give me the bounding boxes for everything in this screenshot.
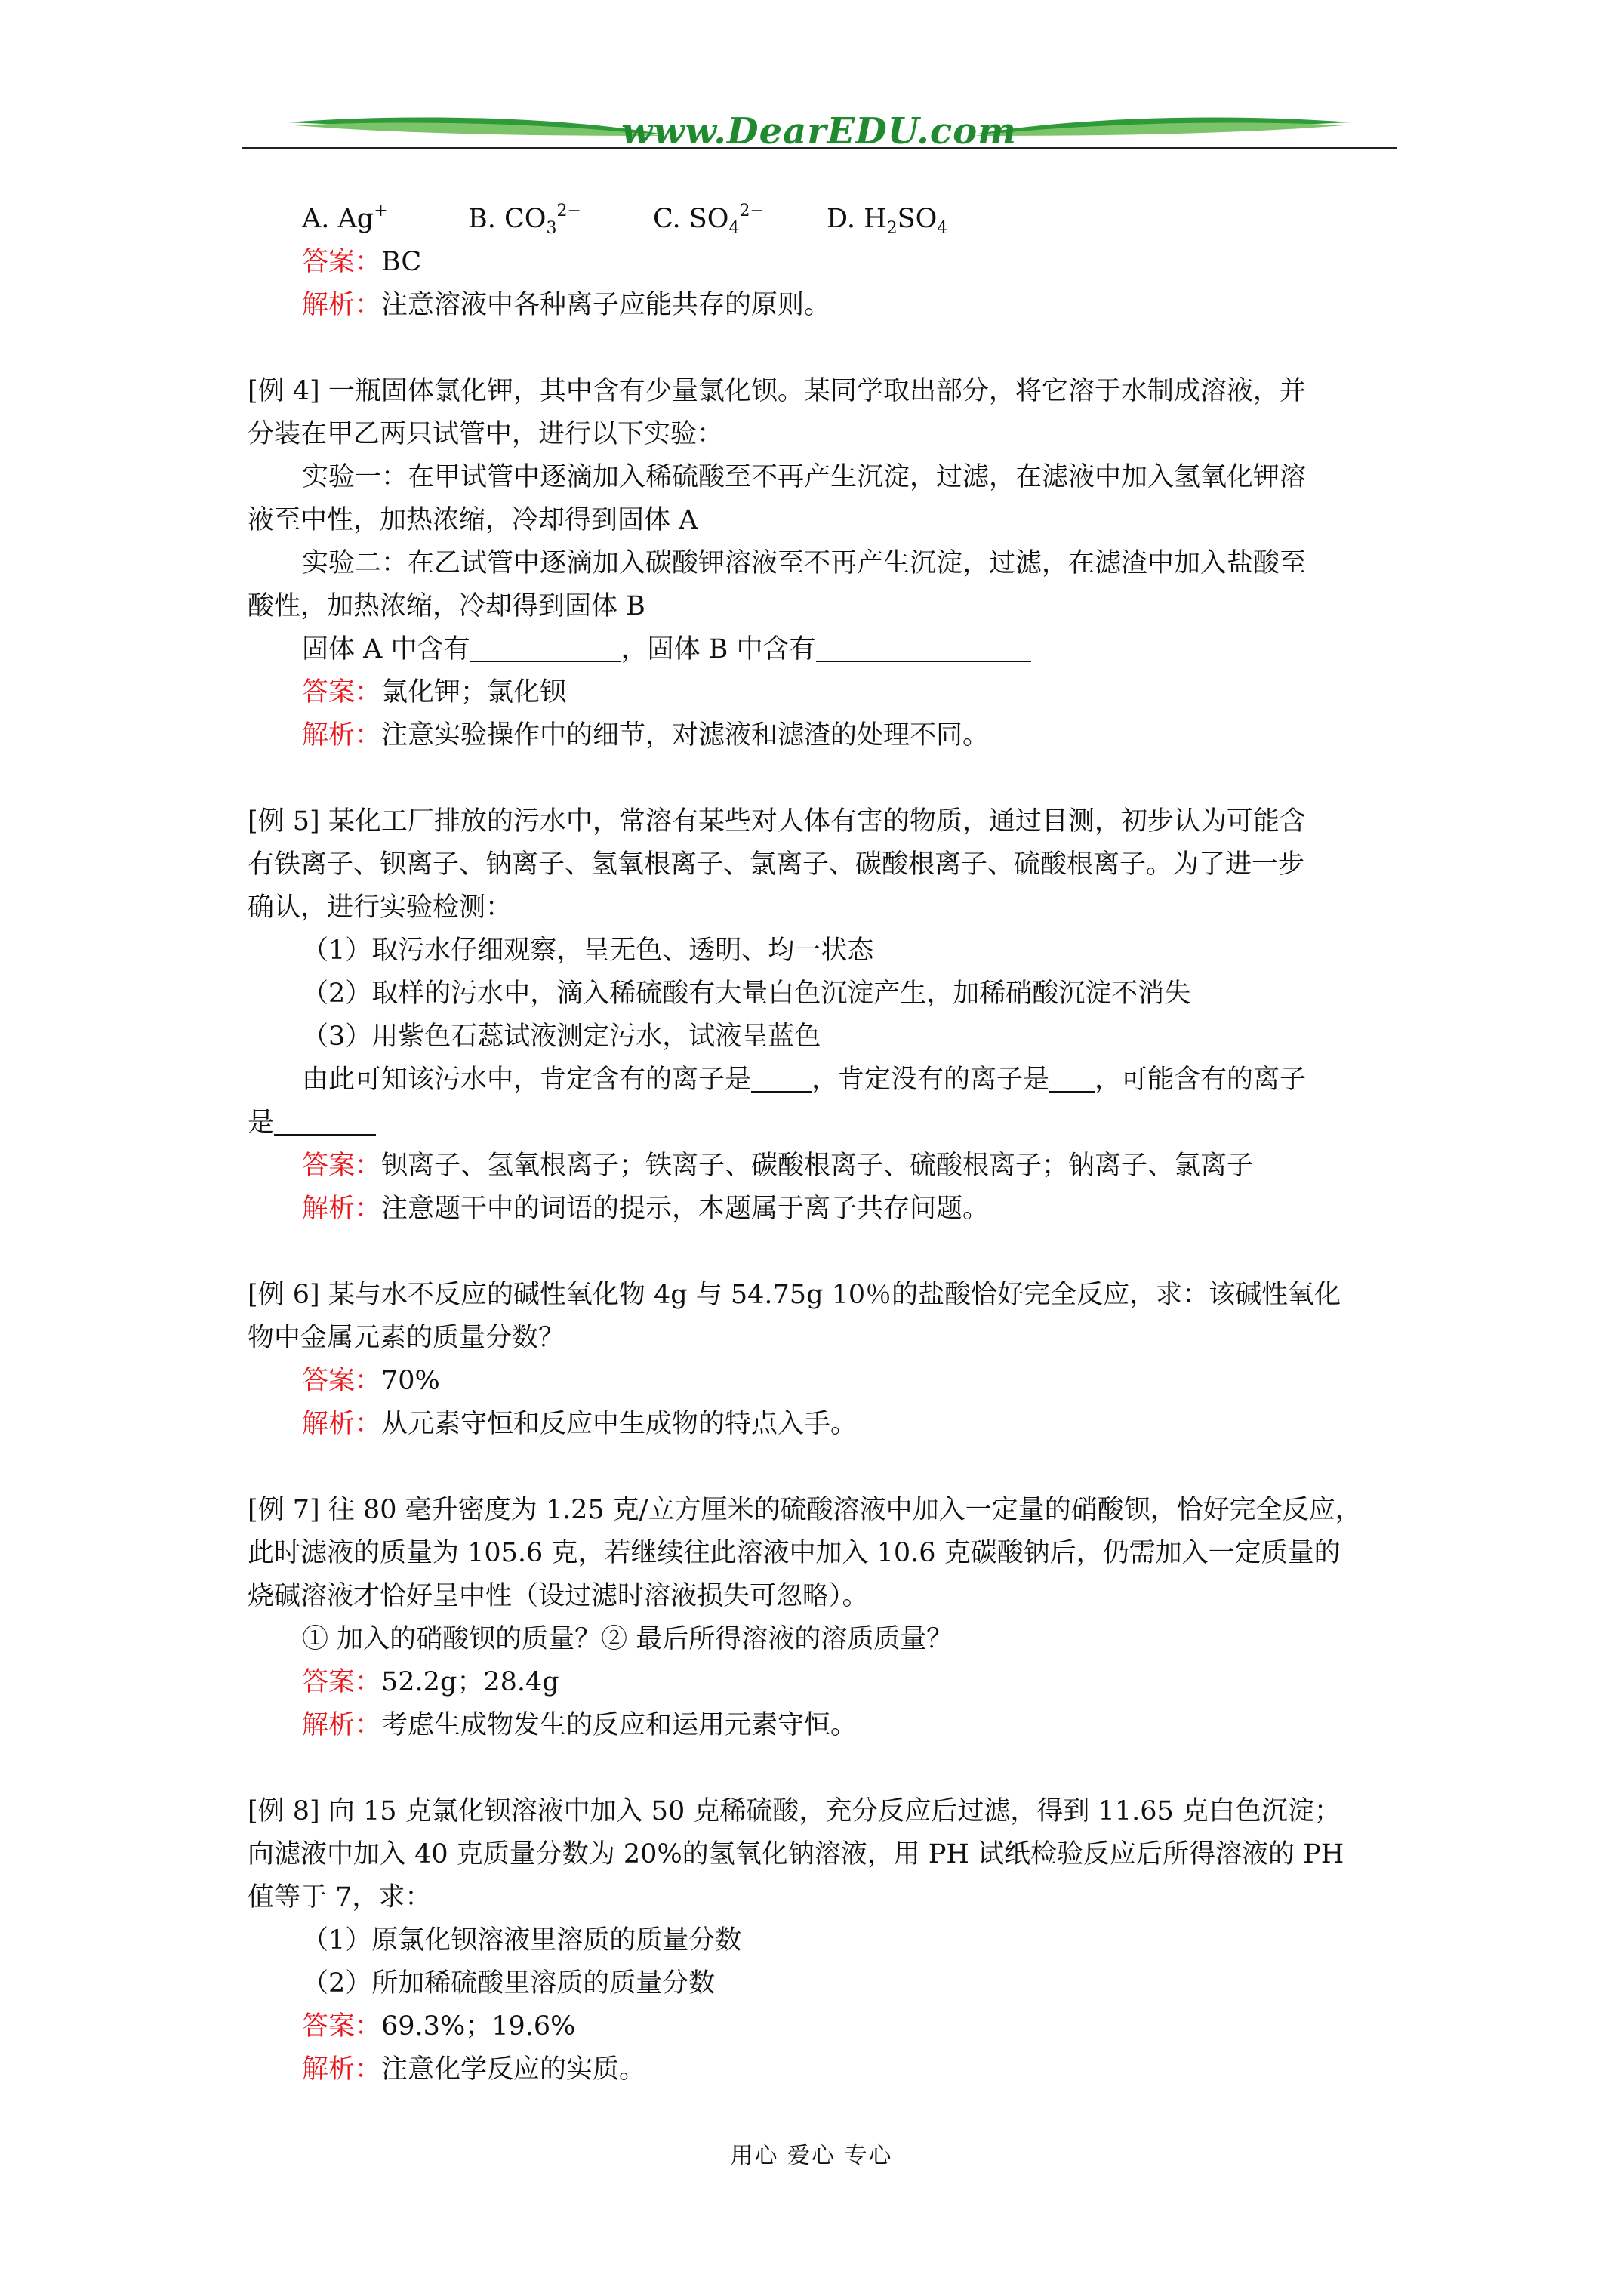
q6-stem-line: [例 6] 某与水不反应的碱性氧化物 4g 与 54.75g 10％的盐酸恰好完全反应，求：该碱性氧化 — [248, 1280, 1341, 1310]
answer-label: 答案： — [302, 677, 382, 707]
q3-option-c: C. $SO_4^{2-}$ — [653, 202, 764, 238]
document-body — [248, 198, 1389, 2091]
q5-answer: 答案：钡离子、氢氧根离子；铁离子、碳酸根离子、硫酸根离子；钠离子、氯离子 — [302, 1151, 1254, 1181]
q7-stem-line: 此时滤液的质量为 105.6 克，若继续往此溶液中加入 10.6 克碳酸钠后，仍需加入一定质量的 — [248, 1538, 1341, 1568]
q8-analysis: 解析：注意化学反应的实质。 — [302, 2054, 646, 2085]
q4-stem-line: 实验二：在乙试管中逐滴加入碳酸钾溶液至不再产生沉淀，过滤，在滤渣中加入盐酸至 — [302, 548, 1307, 578]
q7-answer: 答案：52.2g；28.4g — [302, 1667, 559, 1697]
q8-stem-line: [例 8] 向 15 克氯化钡溶液中加入 50 克稀硫酸，充分反应后过滤，得到 11.65 克白色沉淀； — [248, 1796, 1341, 1826]
q8-question-line: （2）所加稀硫酸里溶质的质量分数 — [302, 1968, 716, 1999]
q3-option-b: B. $CO_3^{2-}$ — [468, 202, 581, 238]
q7-question-line: ① 加入的硝酸钡的质量？② 最后所得溶液的溶质质量？ — [302, 1624, 953, 1654]
q4-stem-line: 分装在甲乙两只试管中，进行以下实验： — [248, 419, 724, 449]
q3-options — [248, 198, 1389, 241]
analysis-label: 解析： — [302, 720, 382, 750]
answer-blank — [1049, 1061, 1095, 1093]
q8-stem-line: 向滤液中加入 40 克质量分数为 20%的氢氧化钠溶液，用 PH 试纸检验反应后所得溶液的 PH — [248, 1839, 1344, 1869]
answer-label: 答案： — [302, 247, 382, 277]
q5-stem-line: 确认，进行实验检测： — [248, 892, 513, 923]
page-footer: 用心 爱心 专心 — [730, 2143, 893, 2169]
q4-stem-line: 实验一：在甲试管中逐滴加入稀硫酸至不再产生沉淀，过滤，在滤液中加入氢氧化钾溶 — [302, 462, 1307, 492]
q5-step-line: （1）取污水仔细观察，呈无色、透明、均一状态 — [302, 935, 874, 966]
q5-fill-line: 由此可知该污水中，肯定含有的离子是 ，肯定没有的离子是 ，可能含有的离子 — [248, 1059, 1389, 1102]
q4-answer: 答案：氯化钾；氯化钡 — [302, 677, 567, 707]
analysis-label: 解析： — [302, 290, 382, 320]
answer-blank — [751, 1061, 812, 1093]
q8-question-line: （1）原氯化钡溶液里溶质的质量分数 — [302, 1925, 742, 1955]
q3-answer: 答案：BC — [302, 247, 422, 277]
site-logo-text: www.DearEDU.com — [621, 110, 1017, 153]
q4-stem-line: [例 4] 一瓶固体氯化钾，其中含有少量氯化钡。某同学取出部分，将它溶于水制成溶液，并 — [248, 376, 1306, 406]
q5-stem-line: 有铁离子、钡离子、钠离子、氢氧根离子、氯离子、碳酸根离子、硫酸根离子。为了进一步 — [248, 849, 1305, 880]
analysis-label: 解析： — [302, 1409, 382, 1439]
q4-fill-line: 固体 A 中含有 ，固体 B 中含有 — [248, 628, 1389, 671]
q4-stem-line: 液至中性，加热浓缩，冷却得到固体 A — [248, 505, 698, 535]
q4-analysis: 解析：注意实验操作中的细节，对滤液和滤渣的处理不同。 — [302, 720, 990, 750]
answer-label: 答案： — [302, 1151, 382, 1181]
q3-option-a: A. Ag+ — [302, 202, 388, 234]
q5-step-line: （3）用紫色石蕊试液测定污水，试液呈蓝色 — [302, 1022, 821, 1052]
answer-label: 答案： — [302, 1667, 382, 1697]
page-header — [242, 106, 1397, 159]
q3-analysis: 解析：注意溶液中各种离子应能共存的原则。 — [302, 290, 831, 320]
q7-analysis: 解析：考虑生成物发生的反应和运用元素守恒。 — [302, 1710, 858, 1740]
q5-fill-line: 是 — [248, 1102, 1389, 1145]
q5-stem-line: [例 5] 某化工厂排放的污水中，常溶有某些对人体有害的物质，通过目测，初步认为可能含 — [248, 806, 1306, 837]
answer-label: 答案： — [302, 2011, 382, 2042]
q8-answer: 答案：69.3%；19.6% — [302, 2011, 576, 2042]
q5-step-line: （2）取样的污水中，滴入稀硫酸有大量白色沉淀产生，加稀硝酸沉淀不消失 — [302, 978, 1191, 1009]
analysis-label: 解析： — [302, 1710, 382, 1740]
q8-stem-line: 值等于 7，求： — [248, 1882, 432, 1912]
q6-analysis: 解析：从元素守恒和反应中生成物的特点入手。 — [302, 1409, 858, 1439]
answer-blank — [274, 1104, 376, 1136]
q6-stem-line: 物中金属元素的质量分数？ — [248, 1323, 565, 1353]
q5-analysis: 解析：注意题干中的词语的提示，本题属于离子共存问题。 — [302, 1194, 990, 1224]
q7-stem-line: 烧碱溶液才恰好呈中性（设过滤时溶液损失可忽略）。 — [248, 1581, 869, 1611]
q4-stem-line: 酸性，加热浓缩，冷却得到固体 B — [248, 591, 645, 621]
answer-blank — [816, 630, 1031, 662]
analysis-label: 解析： — [302, 2054, 382, 2085]
answer-blank — [470, 630, 621, 662]
analysis-label: 解析： — [302, 1194, 382, 1224]
answer-label: 答案： — [302, 1366, 382, 1396]
q6-answer: 答案：70% — [302, 1366, 440, 1396]
q7-stem-line: [例 7] 往 80 毫升密度为 1.25 克/立方厘米的硫酸溶液中加入一定量的硝酸钡，恰好完全反应， — [248, 1495, 1362, 1525]
q3-option-d: D. $H_2SO_4$ — [827, 204, 948, 238]
